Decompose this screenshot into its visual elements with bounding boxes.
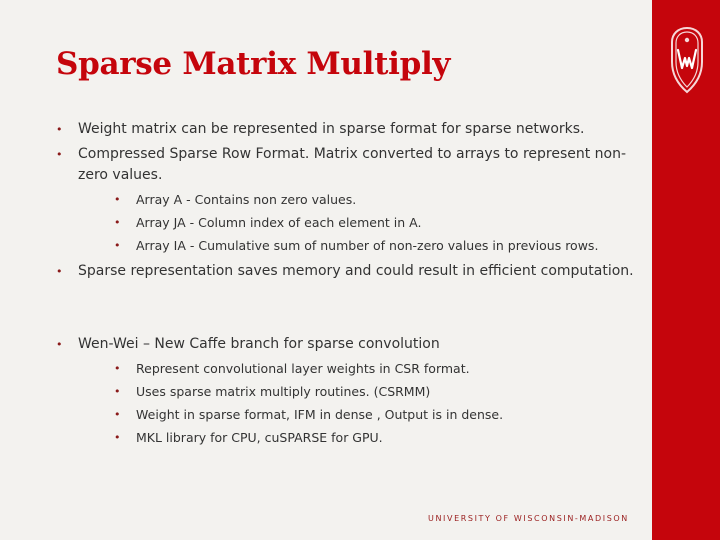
bullet-icon: •: [56, 265, 63, 278]
university-footer: UNIVERSITY OF WISCONSIN-MADISON: [428, 514, 629, 523]
sub-bullet-text: Array IA - Cumulative sum of number of non-zero values in previous rows.: [136, 238, 599, 253]
bullet-icon: •: [114, 431, 121, 444]
bullet-item: [56, 334, 636, 355]
slide-title: Sparse Matrix Multiply: [56, 46, 451, 82]
sub-bullet-text: Represent convolutional layer weights in CSR format.: [136, 361, 470, 376]
bullet-text: Compressed Sparse Row Format. Matrix converted to arrays to represent non-zero values.: [78, 146, 627, 183]
sub-bullet-item: [114, 357, 634, 380]
bullet-icon: •: [114, 216, 121, 229]
bullet-text: Weight matrix can be represented in sparse format for sparse networks.: [78, 121, 585, 137]
bullet-item: [56, 144, 636, 186]
sub-bullet-item: [114, 234, 634, 257]
bullet-icon: •: [56, 123, 63, 136]
sub-bullet-text: Weight in sparse format, IFM in dense , Output is in dense.: [136, 407, 504, 422]
bullet-icon: •: [114, 385, 121, 398]
sub-bullet-text: Array A - Contains non zero values.: [136, 192, 357, 207]
bullet-text: Sparse representation saves memory and could result in efficient computation.: [78, 263, 634, 279]
sub-bullet-item: [114, 211, 634, 234]
sub-bullet-text: Uses sparse matrix multiply routines. (CSRMM): [136, 384, 431, 399]
sub-bullet-item: [114, 188, 634, 211]
uw-crest-icon: [664, 24, 710, 100]
sub-bullet-text: Array JA - Column index of each element in A.: [136, 215, 422, 230]
bullet-icon: •: [114, 362, 121, 375]
bullet-icon: •: [56, 148, 63, 161]
bullet-icon: •: [114, 408, 121, 421]
sub-bullet-item: [114, 403, 634, 426]
sub-bullet-item: [114, 426, 634, 449]
bullet-icon: •: [114, 193, 121, 206]
bullet-icon: •: [56, 338, 63, 351]
bullet-text: Wen-Wei – New Caffe branch for sparse convolution: [78, 336, 440, 352]
bullet-icon: •: [114, 239, 121, 252]
sub-bullet-item: [114, 380, 634, 403]
bullet-item: [56, 261, 636, 282]
bullet-item: [56, 119, 636, 140]
sub-bullet-text: MKL library for CPU, cuSPARSE for GPU.: [136, 430, 383, 445]
